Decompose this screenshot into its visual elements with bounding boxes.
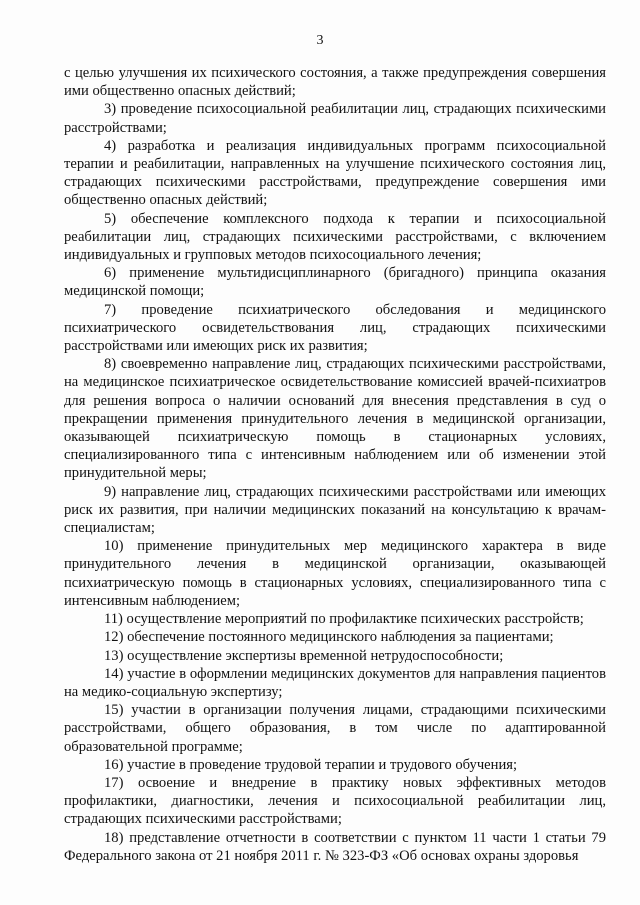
list-item-17: 17) освоение и внедрение в практику новых эффективных методов профилактики, диагностики, лечения и психосоциальной реабилитации лиц, страдающих психическими расстройствами;	[64, 774, 606, 828]
list-item-13: 13) осуществление экспертизы временной нетрудоспособности;	[104, 647, 504, 664]
list-item-12: 12) обеспечение постоянного медицинского наблюдения за пациентами;	[104, 629, 554, 646]
list-item-4: 4) разработка и реализация индивидуальных программ психосоциальной терапии и реабилитации, направленных на улучшение психического состояния лиц, страдающих психическими расстройствами, предупреждение совершения ими общественно опасных действий;	[64, 137, 606, 209]
list-item-11: 11) осуществление мероприятий по профилактике психических расстройств;	[104, 611, 584, 628]
list-item-6: 6) применение мультидисциплинарного (бригадного) принципа оказания медицинской помощи;	[64, 265, 606, 300]
list-item-7: 7) проведение психиатрического обследования и медицинского психиатрического освидетельствования лиц, страдающих психическими расстройствами или имеющих риск их развития;	[64, 301, 606, 355]
list-item-3: 3) проведение психосоциальной реабилитации лиц, страдающих психическими расстройствами;	[64, 101, 606, 136]
list-item-8: 8) своевременно направление лиц, страдающих психическими расстройствами, на медицинское психиатрическое освидетельствование комиссией врачей-психиатров для решения вопроса о наличии оснований для внесения представления в суд о прекращении применения принудительного лечения в медицинской организации, оказывающей психиатрическую помощь в стационарных условиях, специализированного типа с интенсивным наблюдением или об изменении этой принудительной меры;	[64, 356, 606, 482]
page-number: 3	[316, 33, 324, 48]
list-item-5: 5) обеспечение комплексного подхода к терапии и психосоциальной реабилитации лиц, страдающих психическими расстройствами, с включением индивидуальных и групповых методов психосоциального лечения;	[64, 210, 606, 264]
list-item-16: 16) участие в проведение трудовой терапии и трудового обучения;	[104, 756, 518, 773]
document-body	[64, 64, 606, 865]
list-item-9: 9) направление лиц, страдающих психическими расстройствами или имеющих риск их развития, при наличии медицинских показаний на консультацию к врачам-специалистам;	[64, 483, 606, 537]
list-item-18: 18) представление отчетности в соответствии с пунктом 11 части 1 статьи 79 Федерального закона от 21 ноября 2011 г. № 323-ФЗ «Об основах охраны здоровья	[64, 829, 606, 864]
list-item-10: 10) применение принудительных мер медицинского характера в виде принудительного лечения в медицинской организации, оказывающей психиатрическую помощь в стационарных условиях, специализированного типа с интенсивным наблюдением;	[64, 538, 606, 609]
list-item-15: 15) участии в организации получения лицами, страдающими психическими расстройствами, общего образования, в том числе по адаптированной образовательной программе;	[64, 702, 606, 755]
list-item-14: 14) участие в оформлении медицинских документов для направления пациентов на медико-социальную экспертизу;	[64, 665, 606, 700]
paragraph-continuation: с целью улучшения их психического состояния, а также предупреждения совершения ими общественно опасных действий;	[64, 65, 606, 100]
